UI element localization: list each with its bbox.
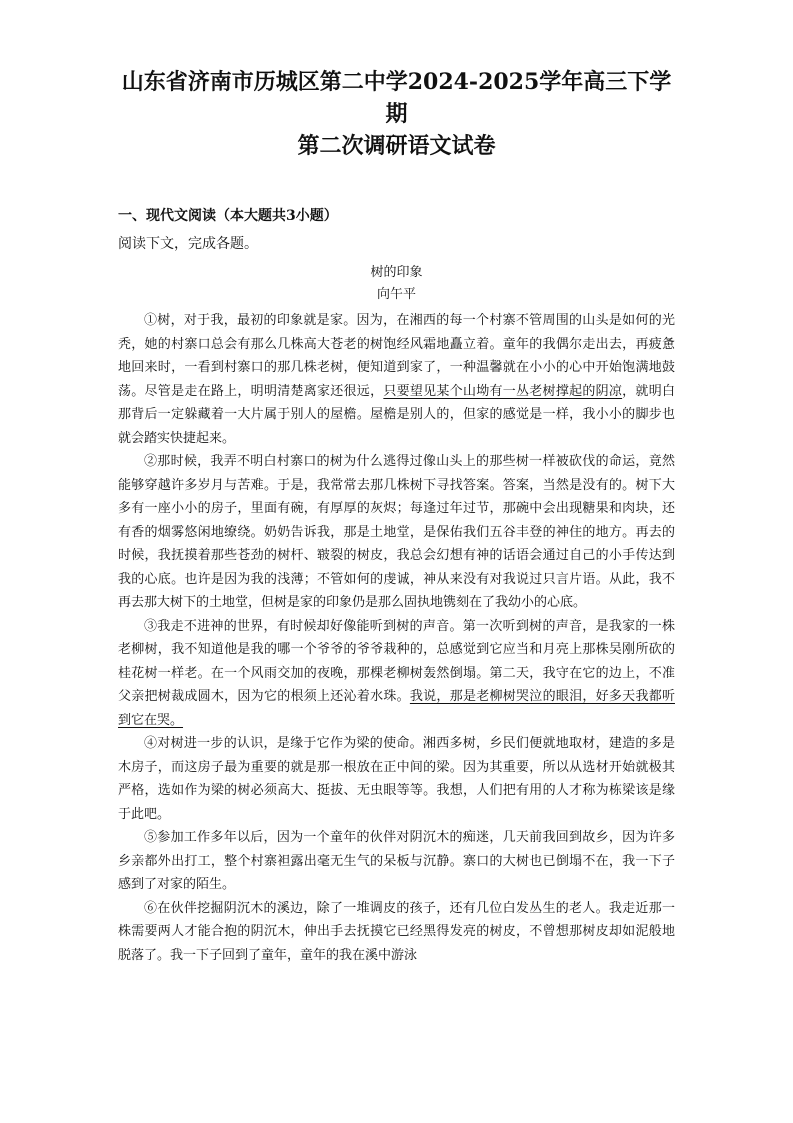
article-title: 树的印象 [370, 265, 423, 280]
paragraph-1 [118, 309, 675, 450]
paragraph-5: ⑤参加工作多年以后，因为一个童年的伙伴对阴沉木的痴迷，几天前我回到故乡，因为许多乡亲都外出打工，整个村寨袒露出毫无生气的呆板与沉静。寨口的大树也已倒塌不在，我一下子感到了对家的陌生。 [118, 830, 675, 892]
article-body [118, 309, 675, 967]
title-line-1: 山东省济南市历城区第二中学2024-2025学年高三下学期 [121, 69, 672, 127]
paragraph-3-text-a: ③我走不进神的世界，有时候却好像能听到树的声音。第一次听到树的声音，是我家的一株老柳树，我不知道他是我的哪一个爷爷的爷爷栽种的，总感觉到它应当和月亮上那株吴刚所砍的桂花树一样老。在一个风雨交加的夜晚，那棵老柳树轰然倒塌。第二天，我守在它的边上，不准父亲把树裁成圆木，因为它的根须上还沁着水珠。 [118, 618, 675, 704]
section-heading: 一、现代文阅读（本大题共3小题） [118, 208, 338, 224]
paragraph-1-text-b: ，就明白那背后一定躲藏着一大片属于别人的屋檐。屋檐是别人的，但家的感觉是一样，我小小的脚步也就会踏实快捷起来。 [118, 383, 675, 446]
paragraph-2: ②那时候，我弄不明白村寨口的树为什么逃得过像山头上的那些树一样被砍伐的命运，竟然能够穿越许多岁月与苦难。于是，我常常去那几株树下寻找答案。答案，当然是没有的。树下大多有一座小小的房子，里面有碗，有厚厚的灰烬；每逢过年过节，那碗中会出现糖果和肉块，还有香的烟雾悠闲地缭绕。奶奶告诉我，那是土地堂，是保佑我们五谷丰登的神住的地方。再去的时候，我抚摸着那些苍劲的树杆、皲裂的树皮，我总会幻想有神的话语会通过自己的小手传达到我的心底。也许是因为我的浅薄；不管如何的虔诚，神从来没有对我说过只言片语。从此，我不再去那大树下的土地堂，但树是家的印象仍是那么固执地镌刻在了我幼小的心底。 [118, 454, 675, 610]
underlined-sentence-2: 我说，那是老柳树哭泣的眼泪，好多天我都听到它在哭。 [118, 689, 675, 728]
paragraph-1-text-a: ①树，对于我，最初的印象就是家。因为，在湘西的每一个村寨不管周围的山头是如何的光秃，她的村寨口总会有那么几株高大苍老的树饱经风霜地矗立着。童年的我偶尔走出去，再疲惫地回来时，一看到村寨口的那几株老树，便知道到家了，一种温馨就在小小的心中开始饱满地鼓荡。尽管是走在路上，明明清楚离家还很远， [118, 313, 675, 399]
paragraph-6: ⑥在伙伴挖掘阴沉木的溪边，除了一堆调皮的孩子，还有几位白发丛生的老人。我走近那一株需要两人才能合抱的阴沉木，伸出手去抚摸它已经黑得发亮的树皮，不曾想那树皮却如泥般地脱落了。我一下子回到了童年，童年的我在溪中游泳 [118, 900, 675, 963]
underlined-sentence-1: 只要望见某个山坳有一丛老树撑起的阴凉 [383, 383, 623, 399]
article-author: 向午平 [376, 287, 416, 302]
paragraph-4: ④对树进一步的认识，是缘于它作为梁的使命。湘西多树，乡民们便就地取材，建造的多是木房子，而这房子最为重要的就是那一根放在正中间的梁。因为其重要，所以从选材开始就极其严格，选如作为梁的树必须高大、挺拔、无虫眼等等。我想，人们把有用的人才称为栋梁该是缘于此吧。 [118, 736, 675, 822]
paragraph-3 [118, 615, 675, 733]
title-line-2: 第二次调研语文试卷 [297, 133, 496, 159]
instruction-text: 阅读下文，完成各题。 [118, 236, 258, 252]
document-title [118, 66, 675, 162]
